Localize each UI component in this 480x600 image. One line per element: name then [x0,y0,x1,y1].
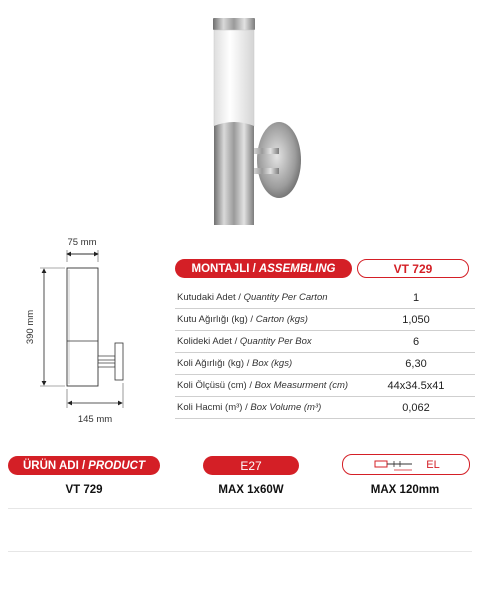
model-badge [357,259,469,278]
socket-badge [203,456,299,475]
spec-label-en: Box Measurment (cm) [254,380,349,391]
spec-label-tr: Kolideki Adet / [177,336,238,347]
spec-row [175,287,475,309]
spec-label-en: Carton (kgs) [255,314,308,325]
product-badge [8,456,160,475]
dimension-drawing [20,232,165,432]
assembling-label-tr: MONTAJLI / [191,262,256,275]
spec-label-tr: Koli Hacmi (m³) / [177,402,248,413]
spec-label-en: Box Volume (m³) [250,402,322,413]
divider [8,508,472,509]
cable-icon [372,458,418,472]
socket-label: E27 [240,458,262,473]
cable-label: EL [426,458,440,471]
assembling-badge [175,259,352,278]
lamp-outline [67,268,98,386]
spec-value: 6,30 [405,357,427,370]
assembling-label-en: ASSEMBLING [258,262,336,275]
spec-label-tr: Kutu Ağırlığı (kg) / [177,314,254,325]
spec-label-en: Box (kgs) [251,358,293,369]
mount-plate-outline [115,343,123,380]
height-label: 390 mm [25,309,36,345]
divider [8,551,472,552]
lamp-diffuser [214,30,254,126]
spec-value: 44x34.5x41 [387,379,445,392]
spec-label-tr: Koli Ağırlığı (kg) / [177,358,250,369]
lamp-top-cap [213,18,255,30]
product-name: VT 729 [65,484,103,496]
spec-value: 1,050 [402,313,430,326]
spec-label-en: Quantity Per Carton [243,292,328,303]
product-label-tr: ÜRÜN ADI / [22,459,86,472]
spec-row [175,397,475,419]
spec-value: 1 [412,291,420,304]
cable-length-value: MAX 120mm [370,484,440,496]
spec-row [175,353,475,375]
cable-badge [342,454,470,475]
wall-mount-disc [257,122,301,198]
spec-table [175,287,475,419]
spec-row [175,331,475,353]
spec-value: 0,062 [402,401,430,414]
lamp-steel-body [214,122,254,225]
power-value: MAX 1x60W [218,484,284,496]
spec-value: 6 [412,335,420,348]
spec-row [175,375,475,397]
spec-label-tr: Kutudaki Adet / [177,292,241,303]
depth-label: 145 mm [77,414,113,425]
spec-label-tr: Koli Ölçüsü (cm) / [177,380,252,391]
model-code: VT 729 [393,261,433,276]
spec-label-en: Quantity Per Box [239,336,312,347]
product-label-en: PRODUCT [88,459,146,472]
width-label: 75 mm [67,237,97,248]
spec-row [175,309,475,331]
product-photo [195,10,315,235]
